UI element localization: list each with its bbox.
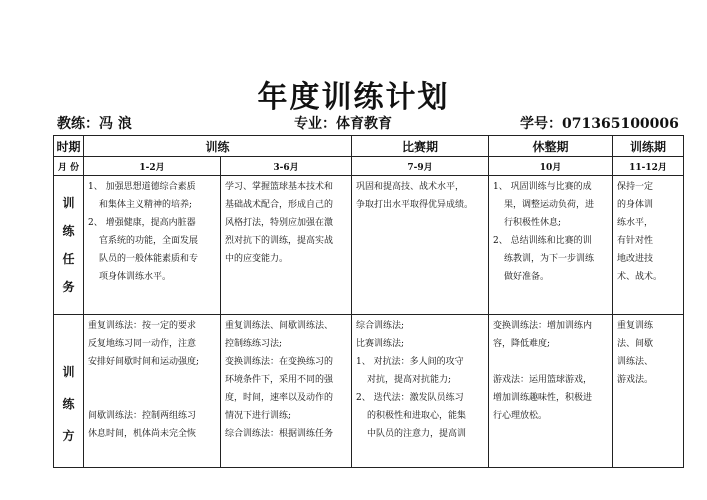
- method-cell-4: 变换训练法：增加训练内 容，降低难度; 游戏法：运用篮球游戏， 增加训练趣味性，积极进 行心理放松。: [489, 315, 613, 468]
- month-4: 10月: [489, 157, 613, 176]
- method-cell-2: 重复训练法、间歇训练法、 控制练练习法; 变换训练法：在变换练习的 环境条件下，采用不同的强 度，时间，速率以及动作的 情况下进行训练; 综合训练法：根据训练任务: [221, 315, 352, 468]
- task-cell-2: 学习、掌握篮球基本技术和 基础战术配合，形成自己的 风格打法，特别应加强在激 烈对抗下的训练，提高实战 中的应变能力。: [221, 176, 352, 315]
- period-final-training: 训练期: [613, 136, 684, 157]
- month-row: [54, 157, 684, 176]
- method-cell-1: 重复训练法：按一定的要求 反复地练习同一动作，注意 安排好间歇时间和运动强度; 间歇训练法：控制两组练习 休息时间，机体尚未完全恢: [84, 315, 221, 468]
- method-label: 训 练 方: [54, 315, 84, 468]
- method-row: [54, 315, 684, 468]
- period-training: 训练: [84, 136, 352, 157]
- period-row: [54, 136, 684, 157]
- period-competition: 比赛期: [352, 136, 489, 157]
- info-line: [57, 113, 679, 133]
- major-label: 专业：体育教育: [294, 116, 392, 132]
- task-cell-3: 巩固和提高技、战术水平， 争取打出水平取得优异成绩。: [352, 176, 489, 315]
- task-row: [54, 176, 684, 315]
- task-label: 训 练 任 务: [54, 176, 84, 315]
- method-cell-5: 重复训练 法、间歇 训练法、 游戏法。: [613, 315, 684, 468]
- month-2: 3-6月: [221, 157, 352, 176]
- method-cell-3: 综合训练法; 比赛训练法; 1、 对抗法：多人间的攻守 对抗，提高对抗能力; 2、 迭代法：激发队员练习 的积极性和进取心，能集 中队员的注意力，提高训: [352, 315, 489, 468]
- month-label: 月 份: [54, 157, 84, 176]
- period-label: 时期: [54, 136, 84, 157]
- month-5: 11-12月: [613, 157, 684, 176]
- coach-label: 教练：冯 浪: [57, 116, 132, 132]
- month-3: 7-9月: [352, 157, 489, 176]
- task-cell-5: 保持一定 的身体训 练水平， 有针对性 地改进技 术、战术。: [613, 176, 684, 315]
- page-title: 年度训练计划: [257, 80, 450, 115]
- month-1: 1-2月: [84, 157, 221, 176]
- task-cell-4: 1、 巩固训练与比赛的成 果，调整运动负荷，进 行积极性休息; 2、 总结训练和比赛的训 练教训，为下一步训练 做好准备。: [489, 176, 613, 315]
- period-rest: 休整期: [489, 136, 613, 157]
- student-id-label: 学号：071365100006: [520, 116, 679, 132]
- task-cell-1: 1、 加强思想道德综合素质 和集体主义精神的培养; 2、 增强健康，提高内脏器 官系统的功能，全面发展 队员的一般体能素质和专 项身体训练水平。: [84, 176, 221, 315]
- training-plan-table: [53, 135, 684, 468]
